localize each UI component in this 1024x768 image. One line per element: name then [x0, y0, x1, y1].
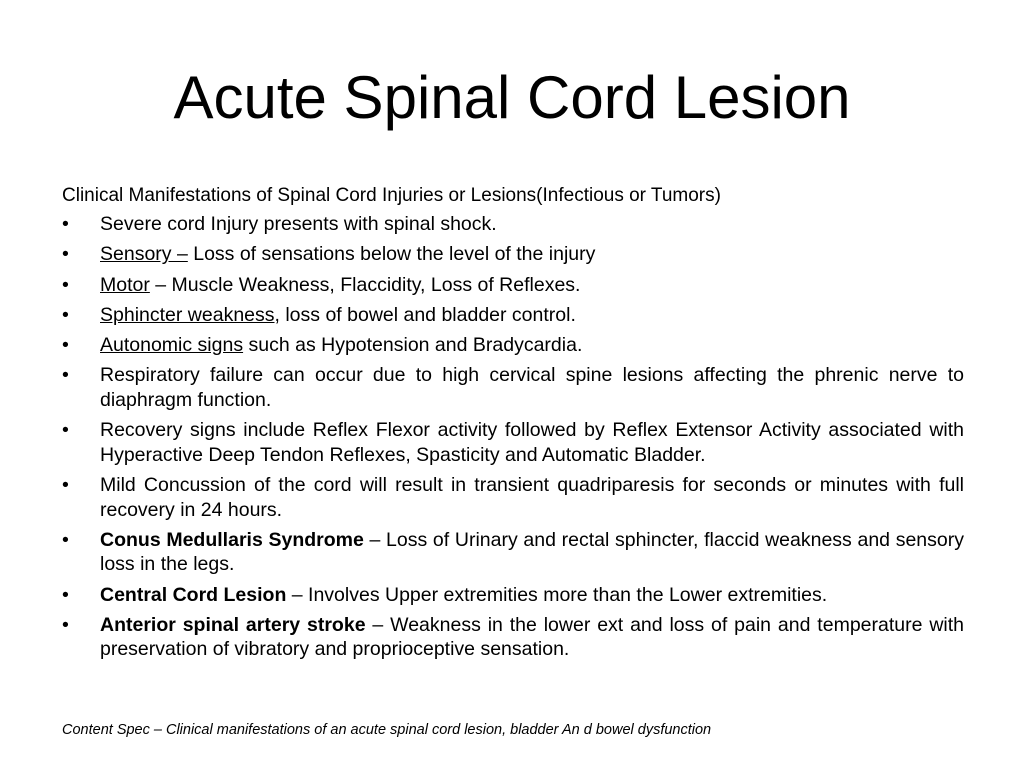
bullet-lead-underlined: Autonomic signs	[100, 334, 244, 357]
bullet-icon: •	[62, 334, 69, 357]
bullet-text: – Involves Upper extremities more than the Lower extremities.	[286, 583, 828, 606]
bullet-text: – Loss of Urinary and rectal sphincter, flaccid weakness and sensory loss in the legs.	[100, 528, 964, 576]
bullet-icon: •	[62, 583, 69, 606]
bullet-central-cord	[62, 583, 964, 608]
bullet-text: – Muscle Weakness, Flaccidity, Loss of Reflexes.	[149, 273, 581, 296]
bullet-lead-underlined: Motor	[100, 273, 150, 296]
bullet-text: Severe cord Injury presents with spinal shock.	[100, 213, 497, 235]
bullet-icon: •	[62, 474, 69, 497]
bullet-lead-bold: Conus Medullaris Syndrome	[100, 528, 364, 551]
bullet-conus	[62, 528, 964, 577]
bullet-sensory	[62, 242, 964, 267]
bullet-icon: •	[62, 213, 69, 235]
bullet-text: , loss of bowel and bladder control.	[274, 303, 576, 326]
bullet-recovery	[62, 418, 964, 467]
bullet-spinal-shock	[62, 212, 964, 237]
bullet-icon: •	[62, 528, 69, 551]
slide-title: Acute Spinal Cord Lesion	[173, 64, 851, 131]
bullet-text: Loss of sensations below the level of the injury	[187, 243, 596, 266]
bullet-lead-bold: Anterior spinal artery stroke	[100, 613, 366, 636]
bullet-icon: •	[62, 303, 69, 326]
bullet-icon: •	[62, 243, 69, 266]
bullet-text: – Weakness in the lower ext and loss of pain and temperature with preservation of vibratory and proprioceptive sensation.	[100, 613, 964, 661]
bullet-text: Recovery signs include Reflex Flexor activity followed by Reflex Extensor Activity associated with Hyperactive Deep Tendon Reflexes, Spasticity and Automatic Bladder.	[100, 419, 964, 466]
bullet-icon: •	[62, 419, 69, 442]
bullet-icon: •	[62, 613, 69, 636]
bullet-text: such as Hypotension and Bradycardia.	[243, 334, 583, 357]
bullet-list	[62, 212, 964, 668]
bullet-autonomic	[62, 333, 964, 358]
bullet-lead-bold: Central Cord Lesion	[100, 583, 287, 606]
bullet-icon: •	[62, 364, 69, 387]
bullet-lead-underlined: Sphincter weakness	[100, 303, 275, 326]
bullet-sphincter	[62, 303, 964, 328]
bullet-icon: •	[62, 273, 69, 296]
bullet-concussion	[62, 473, 964, 522]
bullet-respiratory	[62, 363, 964, 412]
content-spec-footnote: Content Spec – Clinical manifestations of an acute spinal cord lesion, bladder An d bowel dysfunction	[62, 722, 712, 738]
bullet-motor	[62, 273, 964, 298]
bullet-text: Mild Concussion of the cord will result in transient quadriparesis for seconds or minutes with full recovery in 24 hours.	[100, 474, 964, 521]
bullet-text: Respiratory failure can occur due to high cervical spine lesions affecting the phrenic nerve to diaphragm function.	[100, 364, 964, 411]
bullet-anterior-artery	[62, 613, 964, 662]
intro-text: Clinical Manifestations of Spinal Cord Injuries or Lesions(Infectious or Tumors)	[62, 185, 721, 206]
bullet-lead-underlined: Sensory –	[100, 243, 188, 266]
